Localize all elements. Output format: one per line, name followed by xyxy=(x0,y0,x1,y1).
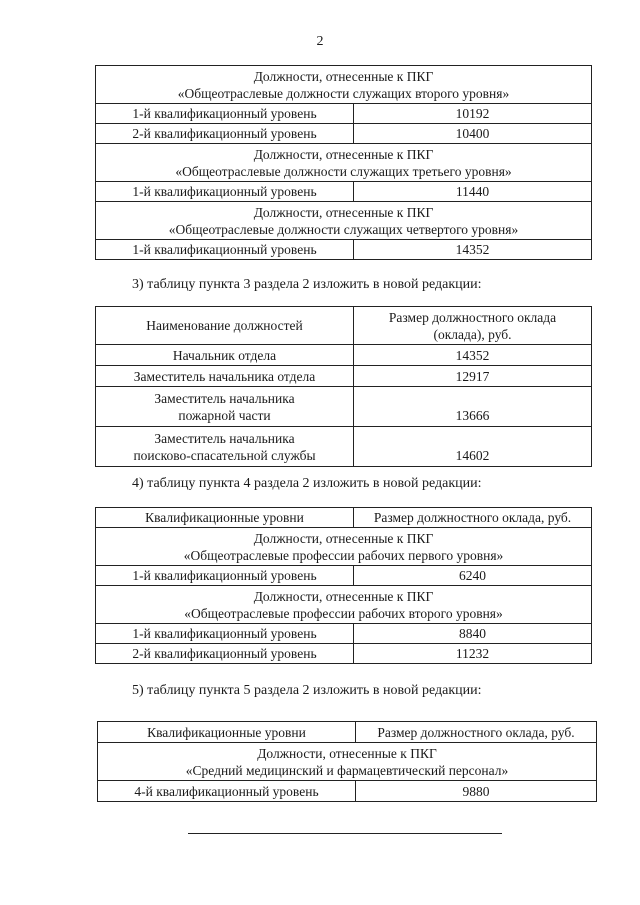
group-header-row xyxy=(96,144,592,182)
value-cell: 11232 xyxy=(354,644,592,664)
table-row xyxy=(96,104,592,124)
group-header-cell xyxy=(96,586,592,624)
table-row xyxy=(98,781,597,802)
value-cell: 8840 xyxy=(354,624,592,644)
level-cell: 2-й квалификационный уровень xyxy=(96,124,354,144)
table-header-row xyxy=(98,722,597,743)
value-cell: 11440 xyxy=(354,182,592,202)
position-cell: Начальник отдела xyxy=(96,345,354,366)
position-cell: Заместитель начальника отдела xyxy=(96,366,354,387)
group-title-line2: «Общеотраслевые профессии рабочих второго уровня» xyxy=(184,605,503,621)
level-cell: 1-й квалификационный уровень xyxy=(96,624,354,644)
group-header-row xyxy=(96,66,592,104)
value-cell: 14352 xyxy=(354,240,592,260)
group-header-cell xyxy=(96,144,592,182)
position-line1: Заместитель начальника xyxy=(154,430,295,446)
value-cell: 10400 xyxy=(354,124,592,144)
group-title-line1: Должности, отнесенные к ПКГ xyxy=(253,146,434,162)
header-cell-positions: Наименование должностей xyxy=(96,307,354,345)
header-salary-line2: (оклада), руб. xyxy=(433,326,512,342)
group-title-line1: Должности, отнесенные к ПКГ xyxy=(253,68,434,84)
group-header-cell xyxy=(96,66,592,104)
group-title-line2: «Общеотраслевые профессии рабочих первого уровня» xyxy=(183,547,504,563)
group-header-row xyxy=(96,586,592,624)
header-salary-line1: Размер должностного оклада xyxy=(388,309,557,325)
group-header-cell xyxy=(96,202,592,240)
group-header-row xyxy=(98,743,597,781)
table-row xyxy=(96,387,592,427)
position-line1: Заместитель начальника xyxy=(154,390,295,406)
position-line2: пожарной части xyxy=(178,407,271,423)
group-title-line1: Должности, отнесенные к ПКГ xyxy=(257,745,437,761)
table-row xyxy=(96,124,592,144)
table-row xyxy=(96,566,592,586)
group-title-line1: Должности, отнесенные к ПКГ xyxy=(253,204,434,220)
separator-line xyxy=(188,833,502,834)
table-row xyxy=(96,624,592,644)
table-row xyxy=(96,366,592,387)
table-row xyxy=(96,240,592,260)
table-row xyxy=(96,345,592,366)
value-cell: 12917 xyxy=(354,366,592,387)
table-header-row xyxy=(96,508,592,528)
header-cell-salary: Размер должностного оклада, руб. xyxy=(356,722,597,743)
group-header-cell xyxy=(96,528,592,566)
value-cell: 9880 xyxy=(356,781,597,802)
header-cell-levels: Квалификационные уровни xyxy=(98,722,356,743)
group-title-line2: «Общеотраслевые должности служащих третьего уровня» xyxy=(175,163,512,179)
group-title-line1: Должности, отнесенные к ПКГ xyxy=(253,530,434,546)
level-cell: 1-й квалификационный уровень xyxy=(96,240,354,260)
group-header-row xyxy=(96,528,592,566)
page-number: 2 xyxy=(316,34,324,49)
value-cell: 10192 xyxy=(354,104,592,124)
level-cell: 1-й квалификационный уровень xyxy=(96,566,354,586)
group-title-line1: Должности, отнесенные к ПКГ xyxy=(253,588,434,604)
position-cell xyxy=(96,427,354,467)
position-cell xyxy=(96,387,354,427)
value-cell: 14602 xyxy=(354,427,592,467)
level-cell: 1-й квалификационный уровень xyxy=(96,182,354,202)
header-cell-levels: Квалификационные уровни xyxy=(96,508,354,528)
salary-table-medical xyxy=(97,721,597,802)
group-title-line2: «Средний медицинский и фармацевтический персонал» xyxy=(185,762,509,778)
paragraph-item-5: 5) таблицу пункта 5 раздела 2 изложить в новой редакции: xyxy=(132,683,482,698)
value-cell: 6240 xyxy=(354,566,592,586)
group-header-row xyxy=(96,202,592,240)
table-row xyxy=(96,427,592,467)
paragraph-item-4: 4) таблицу пункта 4 раздела 2 изложить в новой редакции: xyxy=(132,476,482,491)
table-row xyxy=(96,182,592,202)
position-line2: поисково-спасательной службы xyxy=(133,447,316,463)
group-header-cell xyxy=(98,743,597,781)
salary-table-workers xyxy=(95,507,592,664)
header-cell-salary: Размер должностного оклада, руб. xyxy=(354,508,592,528)
level-cell: 2-й квалификационный уровень xyxy=(96,644,354,664)
level-cell: 1-й квалификационный уровень xyxy=(96,104,354,124)
value-cell: 13666 xyxy=(354,387,592,427)
group-title-line2: «Общеотраслевые должности служащих четвертого уровня» xyxy=(168,221,519,237)
value-cell: 14352 xyxy=(354,345,592,366)
level-cell: 4-й квалификационный уровень xyxy=(98,781,356,802)
paragraph-item-3: 3) таблицу пункта 3 раздела 2 изложить в новой редакции: xyxy=(132,277,482,292)
table-header-row xyxy=(96,307,592,345)
table-row xyxy=(96,644,592,664)
header-cell-salary xyxy=(354,307,592,345)
salary-table-positions xyxy=(95,306,592,467)
group-title-line2: «Общеотраслевые должности служащих второго уровня» xyxy=(177,85,510,101)
salary-table-employees xyxy=(95,65,592,260)
